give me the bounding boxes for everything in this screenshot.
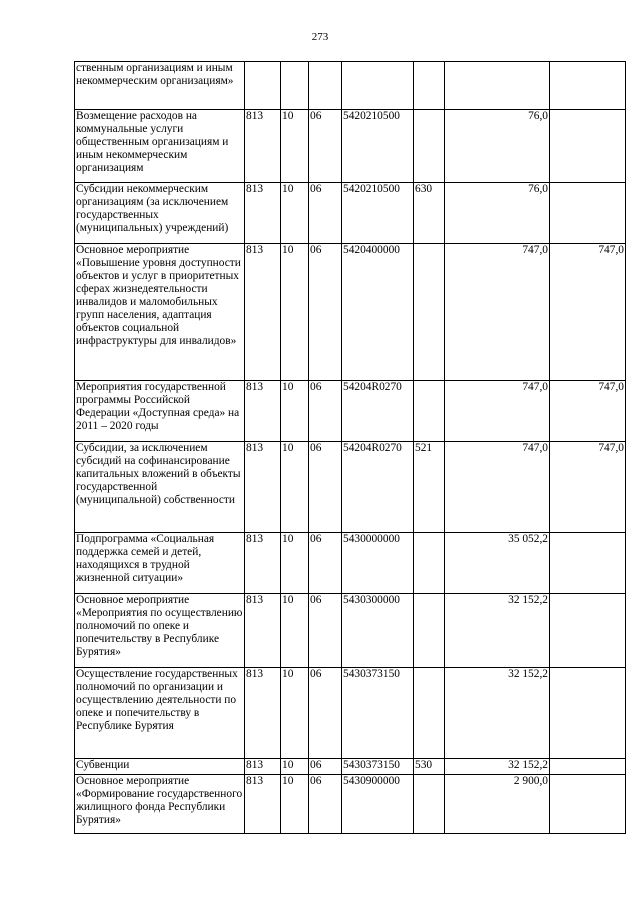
row-ved: 813 <box>245 668 281 759</box>
row-sum1: 76,0 <box>445 183 550 244</box>
budget-table <box>74 61 626 834</box>
row-sum1: 35 052,2 <box>445 533 550 594</box>
row-name: Основное мероприятие «Мероприятия по осуществлению полномочий по опеке и попечительству в Республике Бурятия» <box>75 594 245 668</box>
row-vr <box>414 533 445 594</box>
row-ved: 813 <box>245 759 281 775</box>
row-sum2 <box>550 668 626 759</box>
row-sum2: 747,0 <box>550 244 626 381</box>
row-sum2 <box>550 110 626 183</box>
table-row <box>75 759 626 775</box>
row-name: Субвенции <box>75 759 245 775</box>
row-ved: 813 <box>245 244 281 381</box>
table-row <box>75 594 626 668</box>
row-csr: 5430900000 <box>342 775 414 834</box>
row-ved: 813 <box>245 775 281 834</box>
row-rz: 10 <box>281 533 309 594</box>
row-pr: 06 <box>309 244 342 381</box>
row-rz: 10 <box>281 594 309 668</box>
row-csr: 54204R0270 <box>342 381 414 442</box>
page-number: 273 <box>311 31 329 43</box>
row-vr: 630 <box>414 183 445 244</box>
row-name: Возмещение расходов на коммунальные услуги общественным организациям и иным некоммерческим организациям <box>75 110 245 183</box>
row-csr: 5430300000 <box>342 594 414 668</box>
row-pr: 06 <box>309 381 342 442</box>
row-name: ственным организациям и иным некоммерческим организациям» <box>75 62 245 110</box>
row-rz: 10 <box>281 668 309 759</box>
row-csr: 5420210500 <box>342 110 414 183</box>
row-vr <box>414 381 445 442</box>
row-csr: 54204R0270 <box>342 442 414 533</box>
row-name: Основное мероприятие «Повышение уровня доступности объектов и услуг в приоритетных сферах жизнедеятельности инвалидов и маломобильных групп населения, адаптация объектов социальной инфраструктуры для инвалидов» <box>75 244 245 381</box>
row-csr <box>342 62 414 110</box>
row-sum2 <box>550 62 626 110</box>
row-sum1: 32 152,2 <box>445 759 550 775</box>
row-ved <box>245 62 281 110</box>
row-vr <box>414 62 445 110</box>
row-ved: 813 <box>245 442 281 533</box>
row-sum2: 747,0 <box>550 442 626 533</box>
row-rz: 10 <box>281 244 309 381</box>
table-row <box>75 110 626 183</box>
row-ved: 813 <box>245 110 281 183</box>
table-row <box>75 244 626 381</box>
row-pr: 06 <box>309 533 342 594</box>
row-sum1: 2 900,0 <box>445 775 550 834</box>
row-sum2 <box>550 183 626 244</box>
row-rz: 10 <box>281 775 309 834</box>
row-sum2 <box>550 594 626 668</box>
row-sum1 <box>445 62 550 110</box>
row-csr: 5430373150 <box>342 668 414 759</box>
row-sum2 <box>550 533 626 594</box>
row-csr: 5430000000 <box>342 533 414 594</box>
row-name: Подпрограмма «Социальная поддержка семей и детей, находящихся в трудной жизненной ситуации» <box>75 533 245 594</box>
row-name: Субсидии, за исключением субсидий на софинансирование капитальных вложений в объекты государственной (муниципальной) собственности <box>75 442 245 533</box>
row-name: Мероприятия государственной программы Российской Федерации «Доступная среда» на 2011 – 2020 годы <box>75 381 245 442</box>
table-row <box>75 533 626 594</box>
row-sum2 <box>550 759 626 775</box>
row-pr: 06 <box>309 110 342 183</box>
row-sum1: 76,0 <box>445 110 550 183</box>
row-csr: 5420210500 <box>342 183 414 244</box>
row-csr: 5430373150 <box>342 759 414 775</box>
row-vr <box>414 110 445 183</box>
row-csr: 5420400000 <box>342 244 414 381</box>
row-pr: 06 <box>309 442 342 533</box>
row-vr: 521 <box>414 442 445 533</box>
row-sum2: 747,0 <box>550 381 626 442</box>
row-ved: 813 <box>245 594 281 668</box>
row-vr <box>414 244 445 381</box>
row-name: Осуществление государственных полномочий по организации и осуществлению деятельности по опеке и попечительству в Республике Бурятия <box>75 668 245 759</box>
row-name: Основное мероприятие «Формирование государственного жилищного фонда Республики Бурятия» <box>75 775 245 834</box>
row-rz: 10 <box>281 110 309 183</box>
row-ved: 813 <box>245 381 281 442</box>
table-row <box>75 62 626 110</box>
row-vr <box>414 775 445 834</box>
row-vr <box>414 594 445 668</box>
table-row <box>75 442 626 533</box>
table-row <box>75 668 626 759</box>
row-sum1: 747,0 <box>445 244 550 381</box>
row-pr: 06 <box>309 668 342 759</box>
row-name: Субсидии некоммерческим организациям (за исключением государственных (муниципальных) учреждений) <box>75 183 245 244</box>
table-row <box>75 775 626 834</box>
row-pr: 06 <box>309 183 342 244</box>
row-rz: 10 <box>281 759 309 775</box>
row-pr: 06 <box>309 594 342 668</box>
row-rz <box>281 62 309 110</box>
row-ved: 813 <box>245 533 281 594</box>
row-pr <box>309 62 342 110</box>
row-sum2 <box>550 775 626 834</box>
row-pr: 06 <box>309 775 342 834</box>
row-sum1: 747,0 <box>445 381 550 442</box>
row-sum1: 32 152,2 <box>445 594 550 668</box>
row-rz: 10 <box>281 183 309 244</box>
row-sum1: 32 152,2 <box>445 668 550 759</box>
row-pr: 06 <box>309 759 342 775</box>
row-rz: 10 <box>281 381 309 442</box>
table-row <box>75 183 626 244</box>
row-rz: 10 <box>281 442 309 533</box>
row-vr: 530 <box>414 759 445 775</box>
row-vr <box>414 668 445 759</box>
table-row <box>75 381 626 442</box>
row-ved: 813 <box>245 183 281 244</box>
row-sum1: 747,0 <box>445 442 550 533</box>
